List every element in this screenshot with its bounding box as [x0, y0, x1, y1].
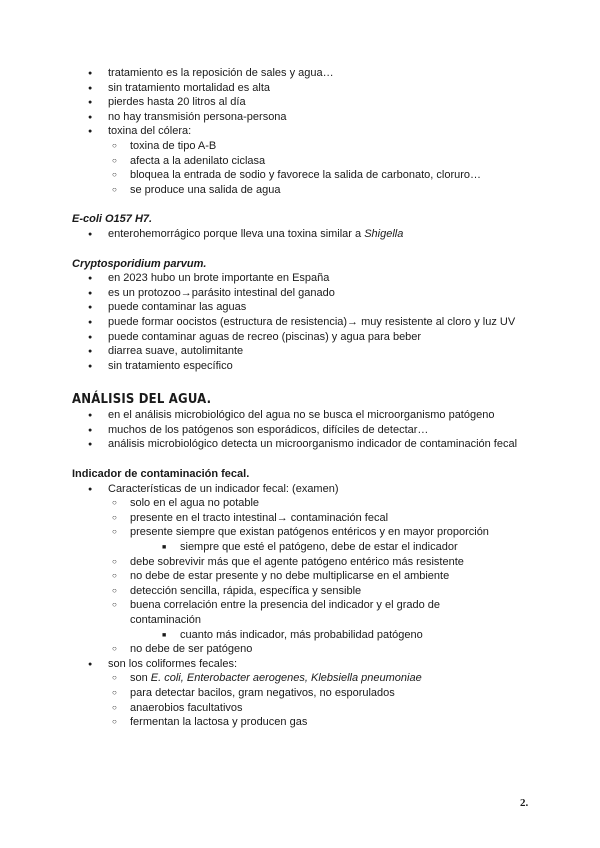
bullet-circle-icon [112, 598, 117, 614]
bullet-circle-icon [112, 154, 117, 170]
bullet-disc-icon [88, 437, 92, 454]
sub-list-item: ○ buena correlación entre la presencia del indicador y el grado de contaminación [72, 598, 552, 627]
list-item: ● pierdes hasta 20 litros al día [72, 95, 552, 110]
bullet-disc-icon [88, 227, 92, 244]
bullet-circle-icon [112, 496, 117, 512]
list-item: ● sin tratamiento específico [72, 359, 552, 374]
bullet-circle-icon [112, 584, 117, 600]
page-number: 2. [520, 797, 529, 809]
sub-list-item: ○ toxina de tipo A-B [72, 139, 552, 154]
page-content [72, 66, 552, 730]
list-item: ● Características de un indicador fecal: (examen) [72, 482, 552, 497]
sub-list-item: ○ anaerobios facultativos [72, 701, 552, 716]
cholera-list [72, 66, 552, 197]
list-item: ● son los coliformes fecales: [72, 657, 552, 672]
list-item: ● puede contaminar aguas de recreo (piscinas) y agua para beber [72, 330, 552, 345]
bullet-circle-icon [112, 715, 117, 731]
list-item: ● en 2023 hubo un brote importante en España [72, 271, 552, 286]
sub-list-item: ○ no debe de ser patógeno [72, 642, 552, 657]
bullet-circle-icon [112, 701, 117, 717]
sub-list-item: ○ para detectar bacilos, gram negativos, no esporulados [72, 686, 552, 701]
bullet-circle-icon [112, 511, 117, 527]
sub-list-item: ○ no debe de estar presente y no debe multiplicarse en el ambiente [72, 569, 552, 584]
list-item: ● puede contaminar las aguas [72, 300, 552, 315]
list-item: ● diarrea suave, autolimitante [72, 344, 552, 359]
ecoli-heading: E-coli O157 H7. [72, 213, 153, 226]
list-item: ● toxina del cólera: [72, 124, 552, 139]
bullet-circle-icon [112, 168, 117, 184]
list-item: ● enterohemorrágico porque lleva una toxina similar a Shigella [72, 227, 552, 242]
sub-list-item: ○ solo en el agua no potable [72, 496, 552, 511]
sub-list-item: ○ fermentan la lactosa y producen gas [72, 715, 552, 730]
sub-list-item: ○ afecta a la adenilato ciclasa [72, 154, 552, 169]
analisis-list [72, 408, 552, 452]
sub-list-item: ○ se produce una salida de agua [72, 183, 552, 198]
indicador-list [72, 482, 552, 730]
sub-list-item: ○ debe sobrevivir más que el agente patógeno entérico más resistente [72, 555, 552, 570]
bullet-circle-icon [112, 183, 117, 199]
bullet-circle-icon [112, 671, 117, 687]
crypto-heading: Cryptosporidium parvum. [72, 257, 207, 270]
section-title-analisis: ANÁLISIS DEL AGUA. [72, 392, 212, 408]
bullet-disc-icon [88, 359, 92, 376]
bullet-circle-icon [112, 569, 117, 585]
bullet-circle-icon [112, 139, 117, 155]
sub-sub-list-item: ■ cuanto más indicador, más probabilidad patógeno [72, 628, 552, 643]
sub-list-item: ○ presente siempre que existan patógenos entéricos y en mayor proporción [72, 525, 552, 540]
bullet-circle-icon [112, 642, 117, 658]
sub-list-item: ○ presente en el tracto intestinal→ contaminación fecal [72, 511, 552, 526]
list-item: ● muchos de los patógenos son esporádicos, difíciles de detectar… [72, 423, 552, 438]
sub-list-item: ○ detección sencilla, rápida, específica y sensible [72, 584, 552, 599]
list-item: ● puede formar oocistos (estructura de resistencia)→ muy resistente al cloro y luz UV [72, 315, 552, 330]
list-item: ● en el análisis microbiológico del agua no se busca el microorganismo patógeno [72, 408, 552, 423]
indicador-heading: Indicador de contaminación fecal. [72, 468, 250, 481]
ecoli-list [72, 227, 552, 242]
list-item: ● análisis microbiológico detecta un microorganismo indicador de contaminación fecal [72, 437, 552, 452]
bullet-circle-icon [112, 686, 117, 702]
bullet-circle-icon [112, 555, 117, 571]
list-item: ● sin tratamiento mortalidad es alta [72, 81, 552, 96]
list-item: ● es un protozoo→parásito intestinal del ganado [72, 286, 552, 301]
sub-list-item: ○ son E. coli, Enterobacter aerogenes, Klebsiella pneumoniae [72, 671, 552, 686]
crypto-list [72, 271, 552, 373]
bullet-circle-icon [112, 525, 117, 541]
sub-sub-list-item: ■ siempre que esté el patógeno, debe de estar el indicador [72, 540, 552, 555]
sub-list-item: ○ bloquea la entrada de sodio y favorece la salida de carbonato, cloruro… [72, 168, 552, 183]
list-item: ● no hay transmisión persona-persona [72, 110, 552, 125]
list-item: ● tratamiento es la reposición de sales y agua… [72, 66, 552, 81]
